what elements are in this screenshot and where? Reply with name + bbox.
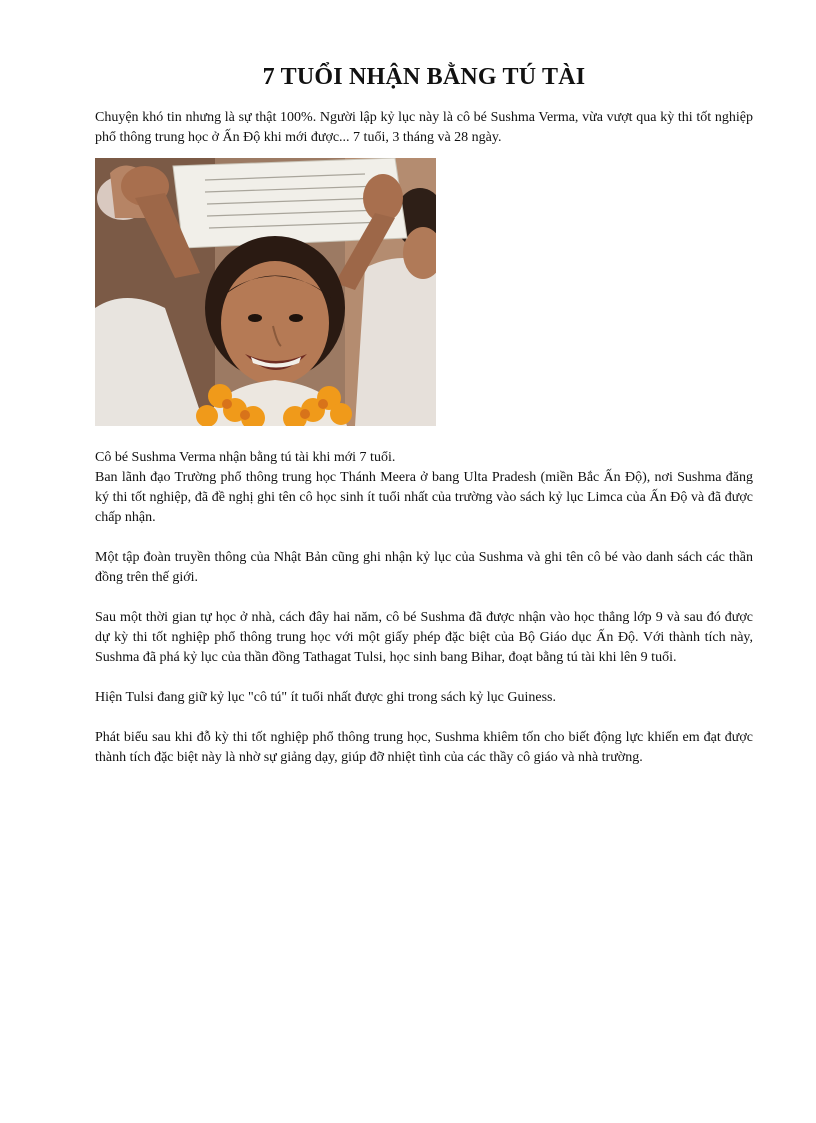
body-paragraph-3: Sau một thời gian tự học ở nhà, cách đây hai năm, cô bé Sushma đã được nhận vào học thẳng lớp 9 và sau đó được dự kỳ thi tốt nghiệp phổ thông trung học với một giấy phép đặc biệt của Bộ Giáo dục Ấn Độ. Với thành tích này, Sushma đã phá kỷ lục của thần đồng Tathagat Tulsi, học sinh bang Bihar, đoạt bằng tú tài khi lên 9 tuổi. xyxy=(95,610,753,665)
body-paragraph-2: Một tập đoàn truyền thông của Nhật Bản cũng ghi nhận kỷ lục của Sushma và ghi tên cô bé vào danh sách các thần đồng trên thế giới. xyxy=(95,550,753,585)
photo-caption: Cô bé Sushma Verma nhận bằng tú tài khi mới 7 tuổi. xyxy=(95,450,396,465)
body-paragraph-5: Phát biểu sau khi đỗ kỳ thi tốt nghiệp phổ thông trung học, Sushma khiêm tốn cho biết động lực khiến em đạt được thành tích đặc biệt này là nhờ sự giảng dạy, giúp đỡ nhiệt tình của các thầy cô giáo và nhà trường. xyxy=(95,730,753,765)
intro-paragraph: Chuyện khó tin nhưng là sự thật 100%. Người lập kỷ lục này là cô bé Sushma Verma, vừa vượt qua kỳ thi tốt nghiệp phổ thông trung học ở Ấn Độ khi mới được... 7 tuổi, 3 tháng và 28 ngày. xyxy=(95,110,753,145)
page-title: 7 TUỔI NHẬN BẰNG TÚ TÀI xyxy=(262,64,586,90)
body-paragraph-1: Ban lãnh đạo Trường phổ thông trung học Thánh Meera ở bang Ulta Pradesh (miền Bắc Ấn Độ), nơi Sushma đăng ký thi tốt nghiệp, đã đề nghị ghi tên cô học sinh ít tuổi nhất của trường vào sách kỷ lục Limca của Ấn Độ và đã được chấp nhận. xyxy=(95,470,753,525)
girl-holding-certificate-photo xyxy=(95,158,436,426)
body-paragraph-4: Hiện Tulsi đang giữ kỷ lục "cô tú" ít tuổi nhất được ghi trong sách kỷ lục Guiness. xyxy=(95,690,556,705)
document-page xyxy=(95,0,753,768)
